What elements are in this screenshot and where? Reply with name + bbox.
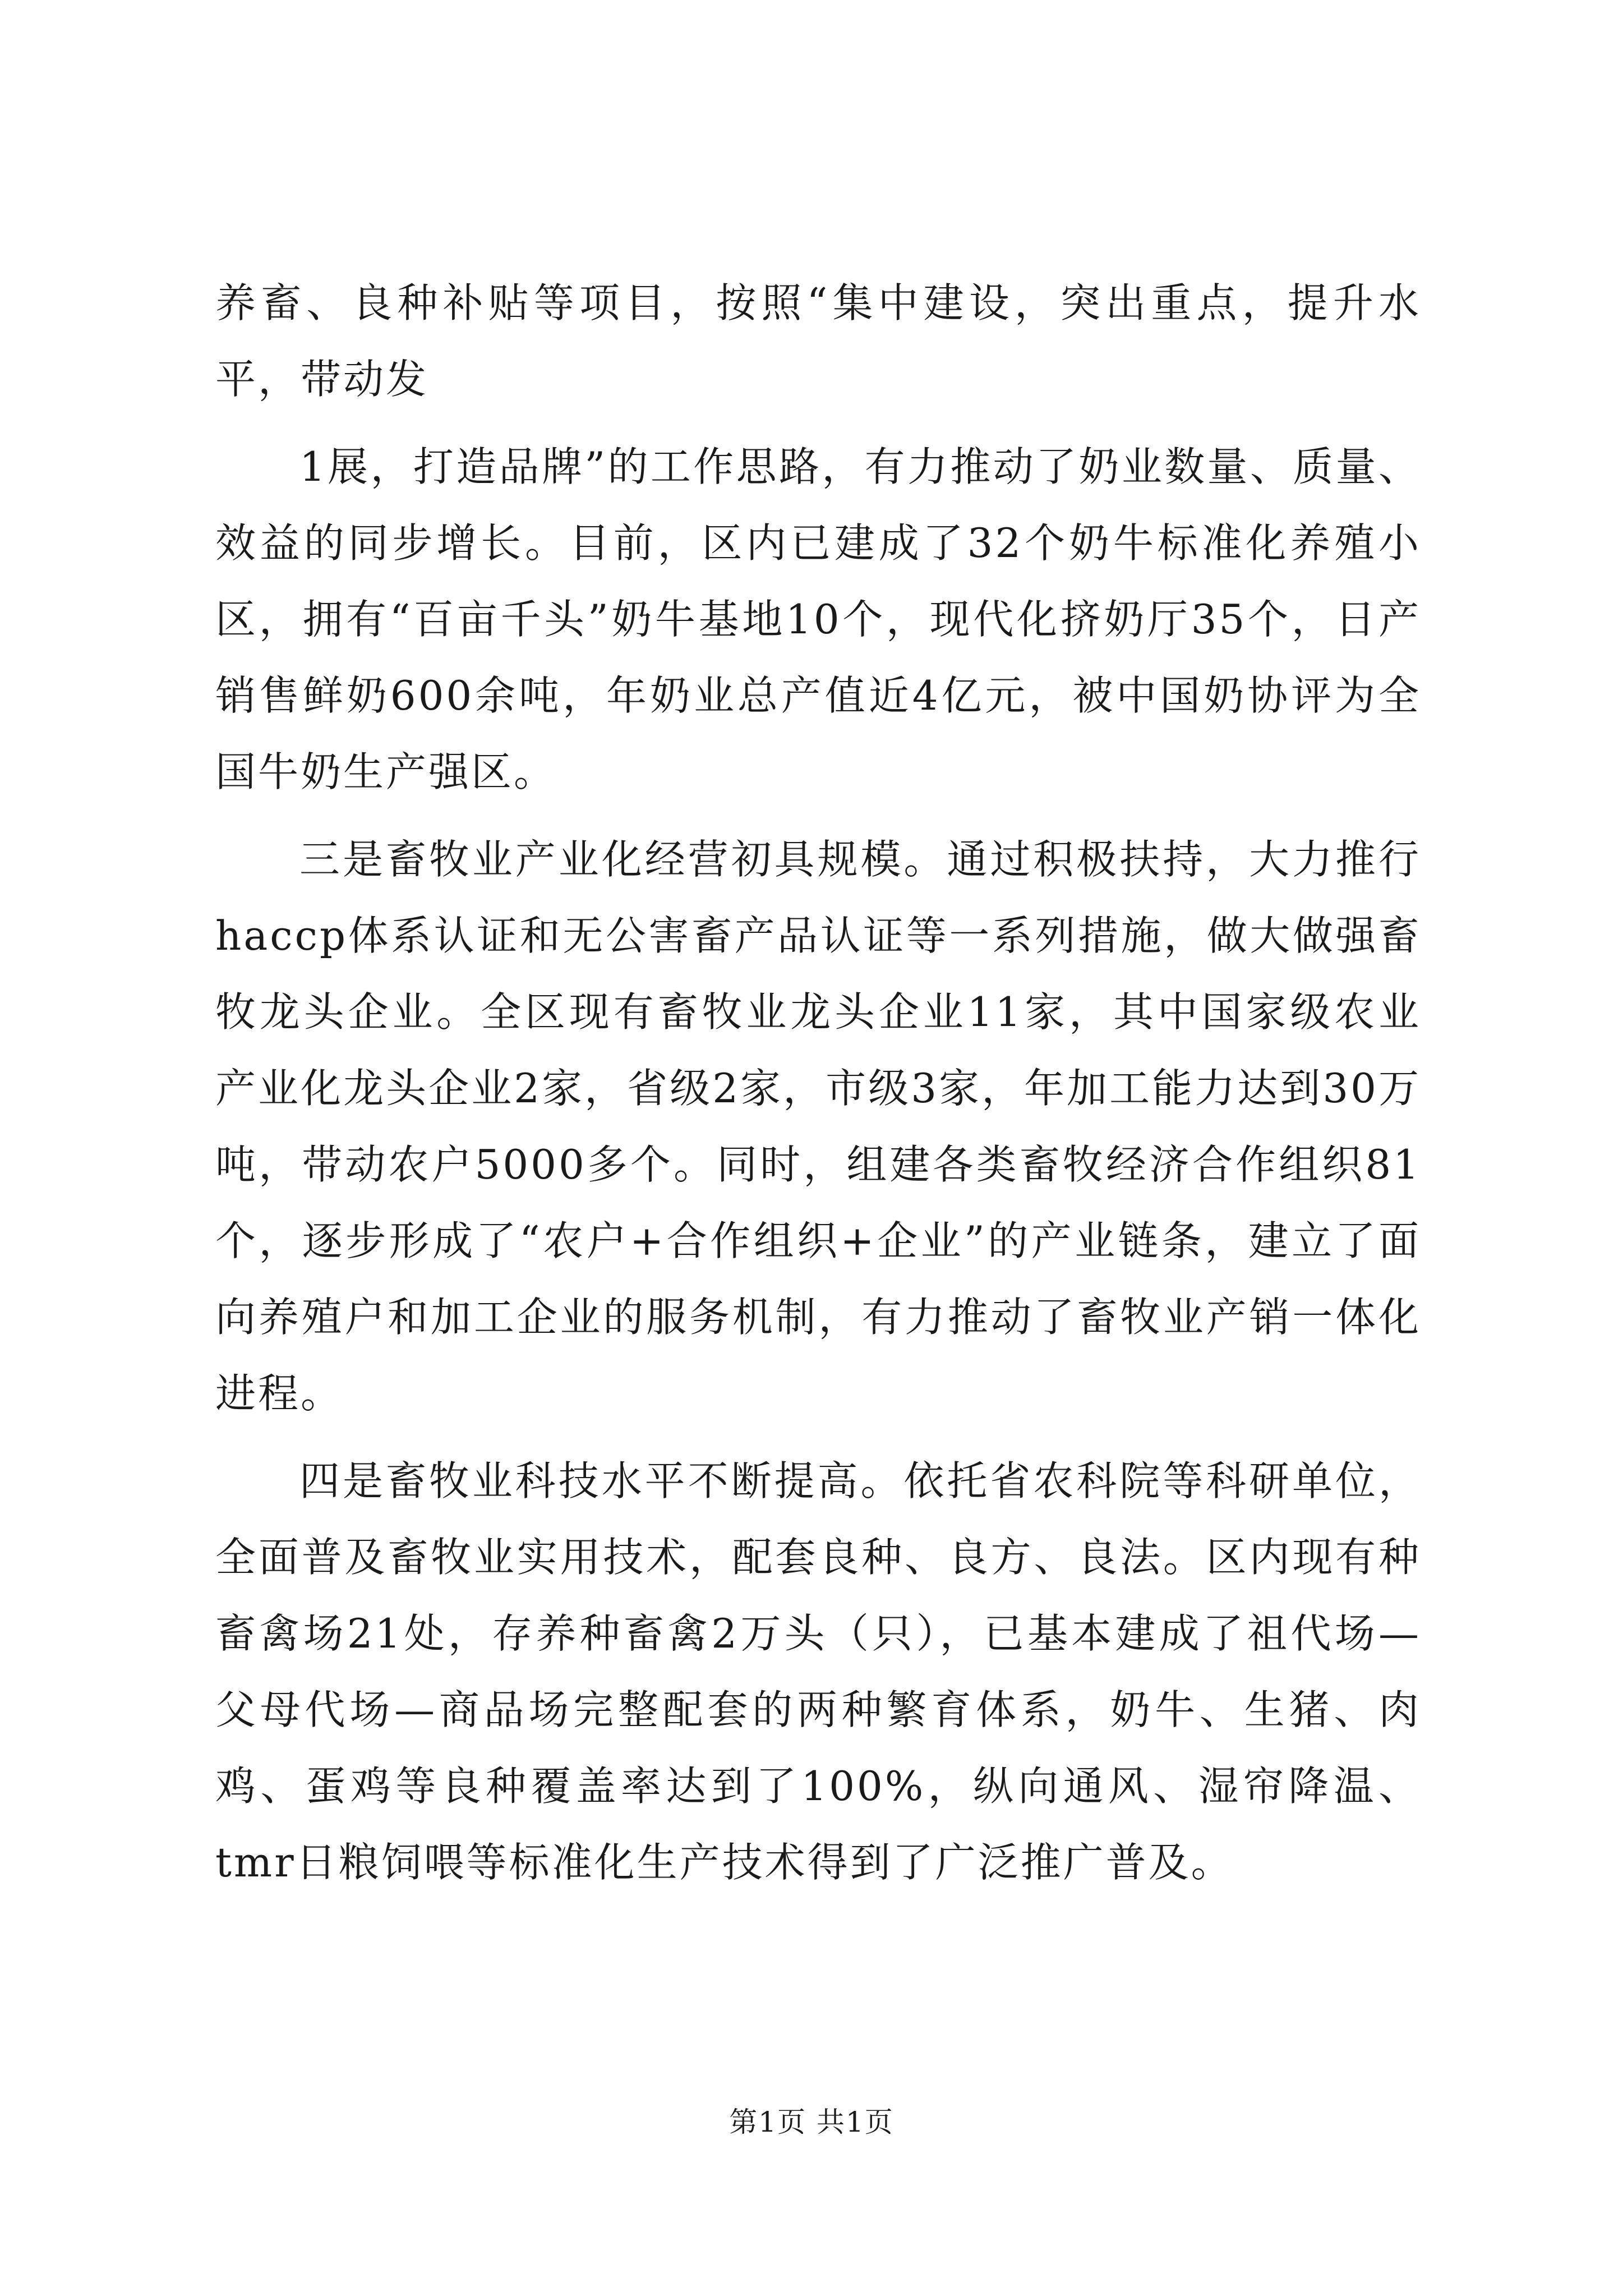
document-body [215, 265, 1421, 1901]
paragraph-1: 养畜、良种补贴等项目，按照“集中建设，突出重点，提升水平，带动发 [215, 279, 1421, 403]
paragraph-3: 三是畜牧业产业化经营初具规模。通过积极扶持，大力推行haccp体系认证和无公害畜产品认证等一系列措施，做大做强畜牧龙头企业。全区现有畜牧业龙头企业11家，其中国家级农业产业化龙头企业2家，省级2家，市级3家，年加工能力达到30万吨，带动农户5000多个。同时，组建各类畜牧经济合作组织81个，逐步形成了“农户+合作组织+企业”的产业链条，建立了面向养殖户和加工企业的服务机制，有力推动了畜牧业产销一体化进程。 [215, 836, 1421, 1417]
page-footer: 第1页 共1页 [729, 2106, 894, 2138]
paragraph-2: 1展，打造品牌”的工作思路，有力推动了奶业数量、质量、效益的同步增长。目前，区内已建成了32个奶牛标准化养殖小区，拥有“百亩千头”奶牛基地10个，现代化挤奶厅35个，日产销售鲜奶600余吨，年奶业总产值近4亿元，被中国奶协评为全国牛奶生产强区。 [215, 443, 1421, 795]
paragraph-4: 四是畜牧业科技水平不断提高。依托省农科院等科研单位，全面普及畜牧业实用技术，配套良种、良方、良法。区内现有种畜禽场21处，存养种畜禽2万头（只），已基本建成了祖代场—父母代场—商品场完整配套的两种繁育体系，奶牛、生猪、肉鸡、蛋鸡等良种覆盖率达到了100%，纵向通风、湿帘降温、tmr日粮饲喂等标准化生产技术得到了广泛推广普及。 [215, 1457, 1421, 1886]
